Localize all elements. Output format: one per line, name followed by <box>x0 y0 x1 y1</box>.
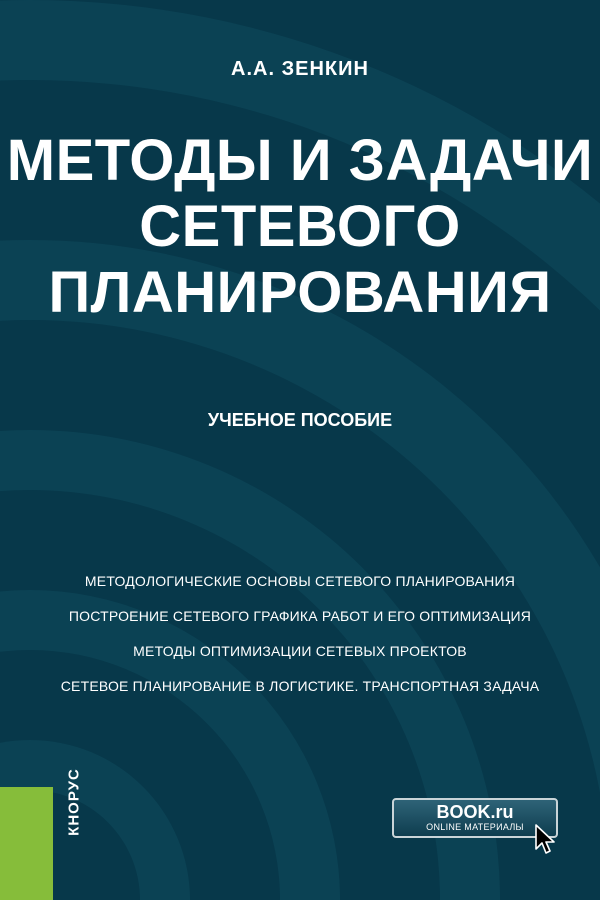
publisher-name: КНОРУС <box>65 768 83 836</box>
book-ru-subtitle: ONLINE МАТЕРИАЛЫ <box>426 822 524 832</box>
title-line: СЕТЕВОГО <box>139 194 461 259</box>
book-subtitle: УЧЕБНОЕ ПОСОБИЕ <box>207 410 393 430</box>
title-line: ПЛАНИРОВАНИЯ <box>48 260 552 325</box>
topics-list <box>0 572 600 712</box>
topic-item: СЕТЕВОЕ ПЛАНИРОВАНИЕ В ЛОГИСТИКЕ. ТРАНСПОРТНАЯ ЗАДАЧА <box>60 678 540 694</box>
book-title <box>0 128 600 326</box>
pointer-arrow-icon <box>534 824 556 856</box>
green-accent-strip <box>0 787 53 900</box>
topic-item: МЕТОДОЛОГИЧЕСКИЕ ОСНОВЫ СЕТЕВОГО ПЛАНИРОВАНИЯ <box>84 573 516 589</box>
publisher-logo <box>62 766 86 838</box>
book-ru-title: BOOK.ru <box>436 802 514 822</box>
topic-item: МЕТОДЫ ОПТИМИЗАЦИИ СЕТЕВЫХ ПРОЕКТОВ <box>133 643 467 659</box>
topic-item: ПОСТРОЕНИЕ СЕТЕВОГО ГРАФИКА РАБОТ И ЕГО ОПТИМИЗАЦИЯ <box>68 608 532 624</box>
title-line: МЕТОДЫ И ЗАДАЧИ <box>6 128 594 193</box>
author-name: А.А. ЗЕНКИН <box>231 58 369 80</box>
